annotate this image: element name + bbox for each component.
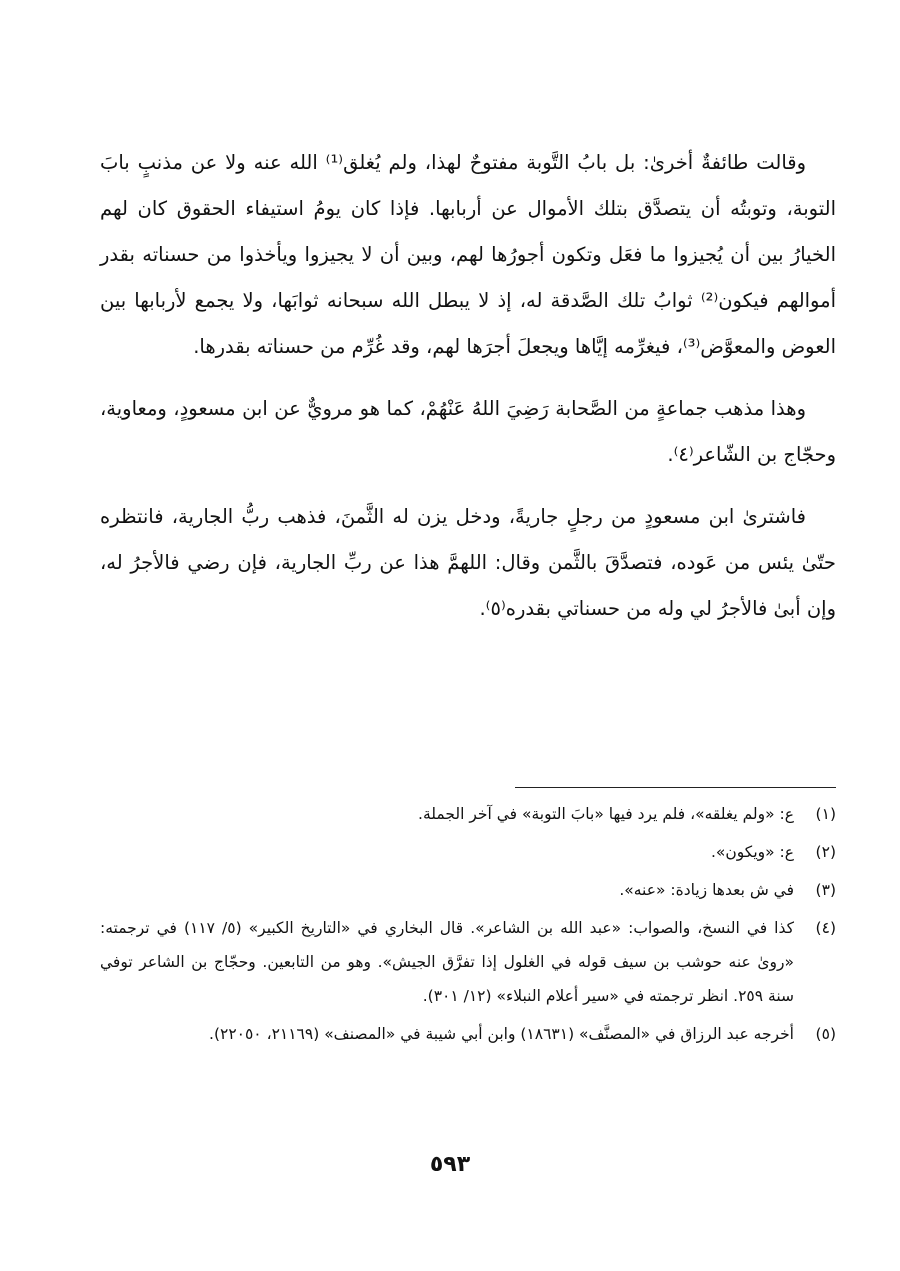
footnote-number: (١) [815,805,836,823]
footnote-text: في ش بعدها زيادة: «عنه». [619,881,794,899]
footnote-2 [100,835,836,869]
footnote-number: (٣) [815,881,836,899]
paragraph-3: فاشترىٰ ابن مسعودٍ من رجلٍ جاريةً، ودخل يزن له الثَّمنَ، فذهب ربُّ الجارية، فانتظره حتّىٰ يئس من عَوده، فتصدَّقَ بالثَّمن وقال: اللهمَّ هذا عن ربِّ الجارية، فإن رضي فالأجرُ له، وإن أبىٰ فالأجرُ لي وله من حسناتي بقدره⁽٥⁾. [100,505,836,620]
footnote-4 [100,911,836,1013]
main-text [100,140,836,648]
footnotes [100,797,836,1055]
footnote-3 [100,873,836,907]
paragraph-1: وقالت طائفةٌ أخرىٰ: بل بابُ التَّوبة مفتوحٌ لهذا، ولم يُغلق⁽¹⁾ الله عنه ولا عن مذنبٍ بابَ التوبة، وتوبتُه أن يتصدَّق بتلك الأموال عن أربابها. فإذا كان يومُ استيفاء الحقوق كان لهم الخيارُ بين أن يُجيزوا ما فعَل وتكون أجورُها لهم، وبين أن لا يجيزوا ويأخذوا من حسناته بقدر أموالهم فيكون⁽²⁾ ثوابُ تلك الصَّدقة له، إذ لا يبطل الله سبحانه ثوابَها، ولا يجمع لأربابها بين العوض والمعوَّض⁽³⁾، فيغرِّمه إيَّاها ويجعلَ أجرَها لهم، وقد غُرِّم من حسناته بقدرها. [100,151,836,358]
footnote-number: (٢) [815,843,836,861]
footnote-1 [100,797,836,831]
footnote-separator [515,787,836,788]
paragraph-2: وهذا مذهب جماعةٍ من الصَّحابة رَضِيَ اللهُ عَنْهُمْ، كما هو مرويٌّ عن ابن مسعودٍ، ومعاوية، وحجّاج بن الشّاعر⁽٤⁾. [100,397,836,466]
footnote-text: كذا في النسخ، والصواب: «عبد الله بن الشاعر». قال البخاري في «التاريخ الكبير» (٥/ ١١٧) في ترجمته: «روىٰ عنه حوشب بن سيف قوله في الغلول إذا تفرَّق الجيش». وهو من التابعين. وحجّاج بن الشاعر توفي سنة ٢٥٩. انظر ترجمته في «سير أعلام النبلاء» (١٢/ ٣٠١). [100,919,794,1005]
footnote-text: ع: «ولم يغلقه»، فلم يرد فيها «بابَ التوبة» في آخر الجملة. [418,805,794,823]
footnote-5 [100,1017,836,1051]
footnote-number: (٥) [815,1025,836,1043]
footnote-text: ع: «ويكون». [710,843,794,861]
page-number: ٥٩٣ [429,1152,471,1177]
footnote-text: أخرجه عبد الرزاق في «المصنَّف» (١٨٦٣١) وابن أبي شيبة في «المصنف» (٢١١٦٩، ٢٢٠٥٠). [209,1025,794,1043]
footnote-number: (٤) [815,919,836,937]
